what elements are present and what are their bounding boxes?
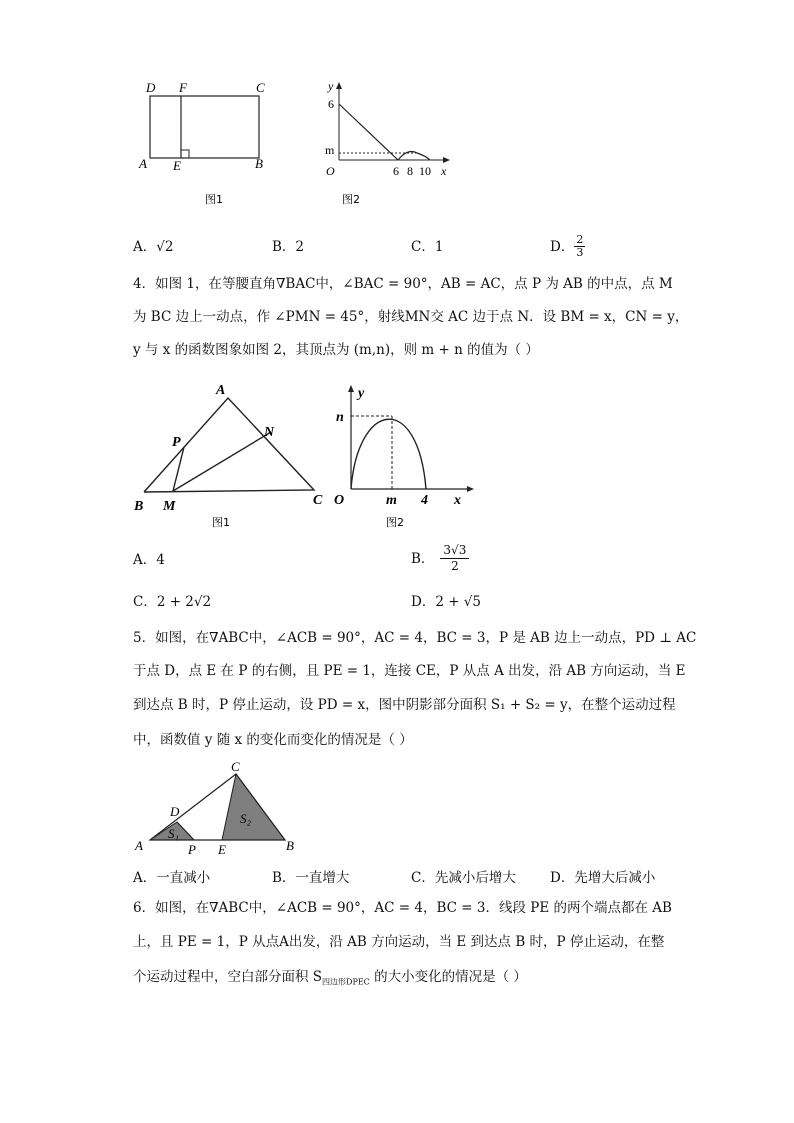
- label-E: E: [218, 842, 226, 857]
- origin-label: O: [334, 493, 345, 508]
- tick-n: n: [336, 410, 344, 425]
- q3-fig1-caption: 图1: [205, 193, 223, 206]
- tick-4: 4: [421, 493, 428, 508]
- fraction: [440, 543, 469, 574]
- q5-option-a[interactable]: A．一直减小: [133, 870, 211, 886]
- q3-fig2-caption: 图2: [342, 193, 360, 206]
- label-A: A: [135, 838, 143, 853]
- axis-y-label: y: [358, 386, 365, 401]
- q6-text-line-1: 6．如图，在∇ABC中，∠ACB = 90°，AC = 4，BC = 3．线段 PE 的两个端点都在 AB: [133, 900, 672, 916]
- q4-text-line-1: 4．如图 1，在等腰直角∇BAC中，∠BAC = 90°，AB = AC，点 P 为 AB 的中点，点 M: [133, 276, 673, 292]
- q3-option-d[interactable]: [550, 234, 585, 259]
- q5-text-line-4: 中，函数值 y 随 x 的变化而变化的情况是（ ）: [133, 732, 413, 748]
- label-F: F: [179, 80, 187, 95]
- label-B: B: [255, 156, 263, 171]
- q4-option-d[interactable]: D．2 + √5: [411, 594, 481, 610]
- q3-option-c[interactable]: C．1: [411, 239, 444, 255]
- q5-option-c[interactable]: C．先减小后增大: [411, 870, 516, 886]
- q6-text-line-2: 上，且 PE = 1，P 从点A出发，沿 AB 方向运动，当 E 到达点 B 时，P 停止运动，在整: [133, 934, 665, 950]
- axis-y-label: y: [328, 79, 334, 93]
- label-S1: S₁: [168, 826, 180, 841]
- label-C: C: [256, 80, 265, 95]
- q3-figure-1: [135, 78, 275, 208]
- label-B: B: [286, 838, 294, 853]
- q4-figure-2: [330, 380, 480, 530]
- q3-option-d-prefix: D．: [550, 238, 575, 255]
- tick-6-x: 6: [393, 164, 399, 178]
- label-A: A: [139, 156, 147, 171]
- q4-text-line-3: y 与 x 的函数图象如图 2，其顶点为 (m,n)，则 m + n 的值为（ ）: [133, 342, 539, 358]
- tick-10-x: 10: [419, 164, 431, 178]
- q3-figure-2: [318, 78, 458, 208]
- q4-option-b[interactable]: [411, 543, 469, 574]
- fraction-denominator: 2: [451, 559, 459, 573]
- origin-label: O: [326, 164, 335, 178]
- q6-line-3-start: 个运动过程中，空白部分面积 S: [133, 969, 323, 985]
- fraction: [574, 234, 585, 259]
- q5-text-line-3: 到达点 B 时，P 停止运动，设 PD = x，图中阴影部分面积 S₁ + S₂ = y，在整个运动过程: [133, 697, 676, 713]
- q4-fig2-caption: 图2: [386, 516, 404, 529]
- label-A: A: [216, 383, 226, 398]
- tick-8-x: 8: [407, 164, 413, 178]
- tick-m: m: [325, 143, 335, 157]
- q3-option-a[interactable]: A．√2: [133, 239, 174, 255]
- q6-text-line-3: [133, 967, 527, 993]
- label-N: N: [264, 425, 275, 440]
- label-D: D: [146, 80, 156, 95]
- q4-option-b-prefix: B．: [411, 550, 435, 567]
- axis-x-label: x: [454, 493, 461, 508]
- fraction-numerator: 3√3: [440, 543, 469, 559]
- label-B: B: [134, 499, 144, 514]
- axis-x-label: x: [441, 164, 447, 178]
- q5-text-line-2: 于点 D，点 E 在 P 的右侧，且 PE = 1，连接 CE，P 从点 A 出发，沿 AB 方向运动，当 E: [133, 663, 686, 679]
- label-P: P: [188, 842, 196, 857]
- q3-option-b[interactable]: B．2: [272, 239, 305, 255]
- fraction-denominator: 3: [576, 246, 584, 259]
- q4-option-a[interactable]: A．4: [133, 552, 165, 568]
- label-S2: S₂: [240, 811, 252, 826]
- q5-figure: [130, 758, 310, 858]
- fraction-numerator: 2: [576, 233, 584, 246]
- q4-text-line-2: 为 BC 边上一动点，作 ∠PMN = 45°，射线MN交 AC 边于点 N．设 BM = x，CN = y，: [133, 309, 689, 325]
- q6-line-3-end: 的大小变化的情况是（ ）: [369, 969, 527, 985]
- tick-m: m: [386, 493, 397, 508]
- tick-6-y: 6: [328, 97, 334, 111]
- q4-option-c[interactable]: C．2 + 2√2: [133, 594, 212, 610]
- q5-option-d[interactable]: D．先增大后减小: [550, 870, 656, 886]
- q5-text-line-1: 5．如图，在∇ABC中，∠ACB = 90°，AC = 4，BC = 3，P 是 AB 边上一动点，PD ⊥ AC: [133, 630, 697, 646]
- label-C: C: [313, 493, 323, 508]
- label-M: M: [163, 499, 176, 514]
- q5-option-b[interactable]: B．一直增大: [272, 870, 350, 886]
- label-P: P: [172, 435, 181, 450]
- area-subscript: 四边形DPEC: [322, 977, 370, 987]
- q4-figure-1: [130, 380, 330, 530]
- label-C: C: [231, 759, 240, 774]
- label-D: D: [170, 804, 180, 819]
- label-E: E: [173, 158, 181, 173]
- q4-fig1-caption: 图1: [212, 516, 230, 529]
